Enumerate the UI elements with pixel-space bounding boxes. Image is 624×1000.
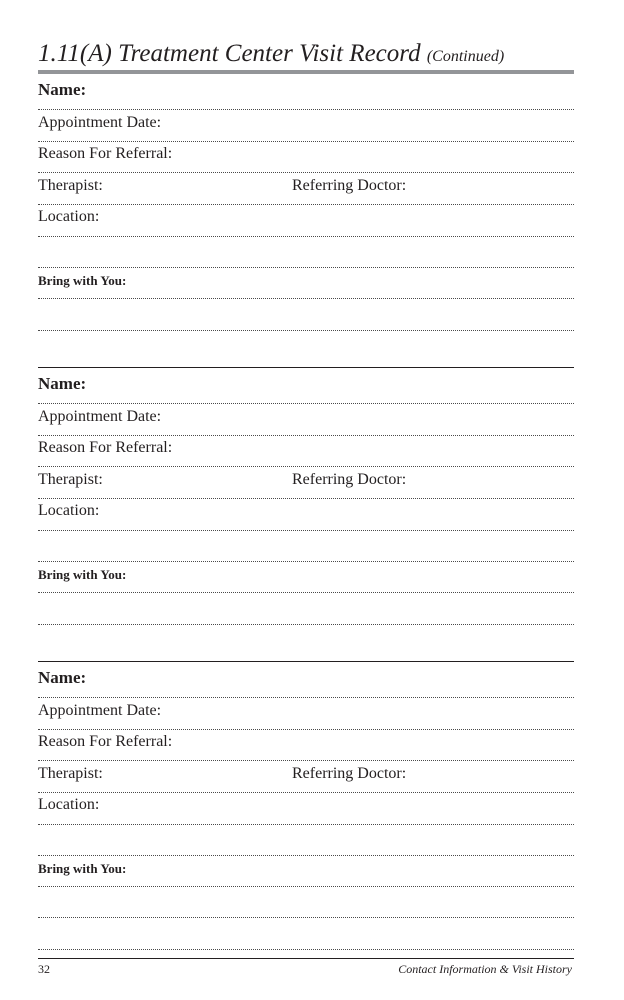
bring-with-you-line-2[interactable] xyxy=(38,624,574,625)
location-line-2[interactable] xyxy=(38,855,574,856)
bring-with-you-line[interactable] xyxy=(38,592,574,593)
bring-with-you-line[interactable] xyxy=(38,886,574,887)
page-title-text: 1.11(A) Treatment Center Visit Record xyxy=(38,40,421,67)
page-subtitle: (Continued) xyxy=(426,48,505,65)
reason-for-referral-label: Reason For Referral: xyxy=(38,439,173,456)
visit-record-3 xyxy=(38,662,574,956)
bring-with-you-line[interactable] xyxy=(38,298,574,299)
bring-with-you-label: Bring with You: xyxy=(38,273,127,288)
reason-for-referral-line[interactable] xyxy=(38,760,574,761)
location-label: Location: xyxy=(38,796,100,813)
therapist-label: Therapist: xyxy=(38,765,103,782)
therapist-label: Therapist: xyxy=(38,471,103,488)
name-field-label: Name: xyxy=(38,668,87,687)
bring-with-you-label: Bring with You: xyxy=(38,861,127,876)
appointment-date-line[interactable] xyxy=(38,141,574,142)
appointment-date-label: Appointment Date: xyxy=(38,702,162,719)
location-line[interactable] xyxy=(38,824,574,825)
location-line-2[interactable] xyxy=(38,561,574,562)
location-label: Location: xyxy=(38,502,100,519)
location-line-2[interactable] xyxy=(38,267,574,268)
visit-record-1 xyxy=(38,74,574,368)
location-label: Location: xyxy=(38,208,100,225)
referring-doctor-label: Referring Doctor: xyxy=(292,471,407,488)
appointment-date-label: Appointment Date: xyxy=(38,114,162,131)
bring-with-you-line-2[interactable] xyxy=(38,330,574,331)
form-page xyxy=(38,0,574,1000)
name-field-line[interactable] xyxy=(38,403,574,404)
reason-for-referral-line[interactable] xyxy=(38,466,574,467)
appointment-date-line[interactable] xyxy=(38,729,574,730)
page-title xyxy=(38,40,504,71)
page-number: 32 xyxy=(38,962,50,976)
therapist-label: Therapist: xyxy=(38,177,103,194)
therapist-line[interactable] xyxy=(38,498,574,499)
name-field-line[interactable] xyxy=(38,697,574,698)
running-footer-title: Contact Information & Visit History xyxy=(398,962,572,976)
therapist-line[interactable] xyxy=(38,204,574,205)
bring-with-you-line-2[interactable] xyxy=(38,917,574,918)
referring-doctor-label: Referring Doctor: xyxy=(292,177,407,194)
reason-for-referral-label: Reason For Referral: xyxy=(38,145,173,162)
reason-for-referral-label: Reason For Referral: xyxy=(38,733,173,750)
bring-with-you-line-3[interactable] xyxy=(38,949,574,950)
reason-for-referral-line[interactable] xyxy=(38,172,574,173)
visit-record-2 xyxy=(38,368,574,662)
appointment-date-line[interactable] xyxy=(38,435,574,436)
therapist-line[interactable] xyxy=(38,792,574,793)
bring-with-you-label: Bring with You: xyxy=(38,567,127,582)
name-field-line[interactable] xyxy=(38,109,574,110)
location-line[interactable] xyxy=(38,236,574,237)
footer-rule xyxy=(38,958,574,959)
name-field-label: Name: xyxy=(38,374,87,393)
appointment-date-label: Appointment Date: xyxy=(38,408,162,425)
location-line[interactable] xyxy=(38,530,574,531)
referring-doctor-label: Referring Doctor: xyxy=(292,765,407,782)
name-field-label: Name: xyxy=(38,80,87,99)
